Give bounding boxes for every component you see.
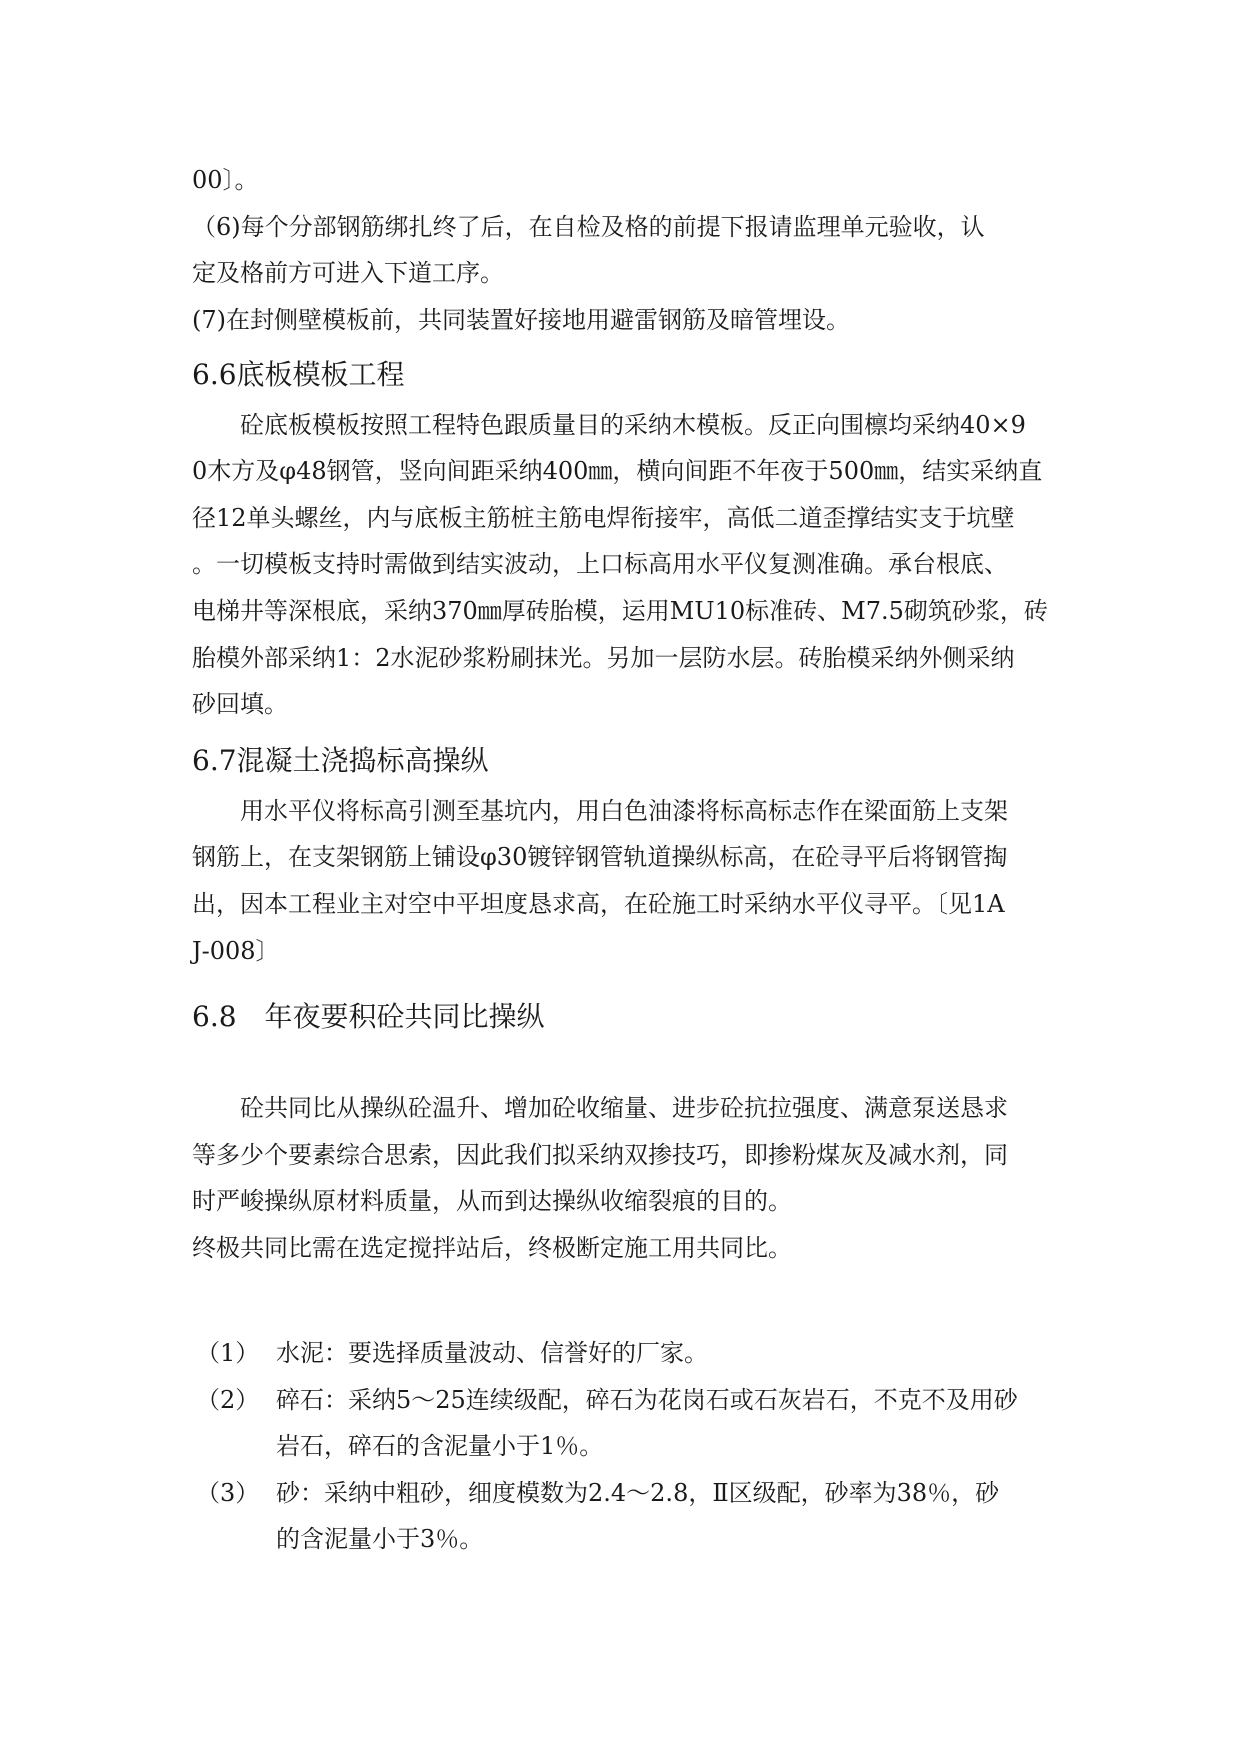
text-line: 00〕。 (192, 166, 259, 194)
paragraph-line: 胎模外部采纳1：2水泥砂浆粉刷抹光。另加一层防水层。砖胎模采纳外侧采纳 (192, 644, 1015, 672)
text-line: （6)每个分部钢筋绑扎终了后，在自检及格的前提下报请监理单元验收，认 (192, 213, 985, 241)
paragraph-line: 用水平仪将标高引测至基坑内，用白色油漆将标高标志作在梁面筋上支架 (240, 797, 1008, 825)
list-number: （2） (196, 1386, 260, 1414)
paragraph-line: 砼共同比从操纵砼温升、增加砼收缩量、进步砼抗拉强度、满意泵送恳求 (240, 1094, 1008, 1122)
section-heading: 6.7混凝土浇捣标高操纵 (192, 744, 489, 777)
text-line: 定及格前方可进入下道工序。 (192, 259, 504, 287)
paragraph-line: 时严峻操纵原材料质量，从而到达操纵收缩裂痕的目的。 (192, 1187, 792, 1215)
paragraph-line: 出，因本工程业主对空中平坦度恳求高，在砼施工时采纳水平仪寻平。〔见1A (192, 890, 1005, 918)
paragraph-line: 钢筋上，在支架钢筋上铺设φ30镀锌钢管轨道操纵标高，在砼寻平后将钢管掏 (192, 843, 1008, 871)
paragraph-line: 等多少个要素综合思索，因此我们拟采纳双掺技巧，即掺粉煤灰及减水剂，同 (192, 1141, 1008, 1169)
list-number: （1） (196, 1339, 260, 1367)
paragraph-line: 径12单头螺丝，内与底板主筋桩主筋电焊衔接牢，高低二道歪撑结实支于坑壁 (192, 504, 1015, 532)
list-number: （3） (196, 1479, 260, 1507)
paragraph-line: 0木方及φ48钢管，竖向间距采纳400㎜，横向间距不年夜于500㎜，结实采纳直 (192, 457, 1043, 485)
paragraph-line: 电梯井等深根底，采纳370㎜厚砖胎模，运用MU10标准砖、M7.5砌筑砂浆，砖 (192, 597, 1048, 625)
list-item-text: 岩石，碎石的含泥量小于1％。 (276, 1432, 604, 1460)
list-item-text: 砂：采纳中粗砂，细度模数为2.4～2.8，Ⅱ区级配，砂率为38％，砂 (276, 1479, 1000, 1507)
list-item-text: 水泥：要选择质量波动、信誉好的厂家。 (276, 1339, 708, 1367)
text-line: (7)在封侧壁模板前，共同装置好接地用避雷钢筋及暗管埋设。 (192, 306, 850, 334)
list-item-text: 的含泥量小于3％。 (276, 1525, 484, 1553)
paragraph-line: 终极共同比需在选定搅拌站后，终极断定施工用共同比。 (192, 1234, 792, 1262)
section-heading: 6.8 年夜要积砼共同比操纵 (192, 1000, 545, 1033)
paragraph-line: 。一切模板支持时需做到结实波动，上口标高用水平仪复测准确。承台根底、 (192, 550, 1008, 578)
list-item-text: 碎石：采纳5～25连续级配，碎石为花岗石或石灰岩石，不克不及用砂 (276, 1386, 1018, 1414)
paragraph-line: 砼底板模板按照工程特色跟质量目的采纳木模板。反正向围檩均采纳40×9 (240, 411, 1026, 439)
paragraph-line: 砂回填。 (192, 690, 288, 718)
section-heading: 6.6底板模板工程 (192, 358, 405, 391)
paragraph-line: J-008〕 (192, 937, 280, 965)
